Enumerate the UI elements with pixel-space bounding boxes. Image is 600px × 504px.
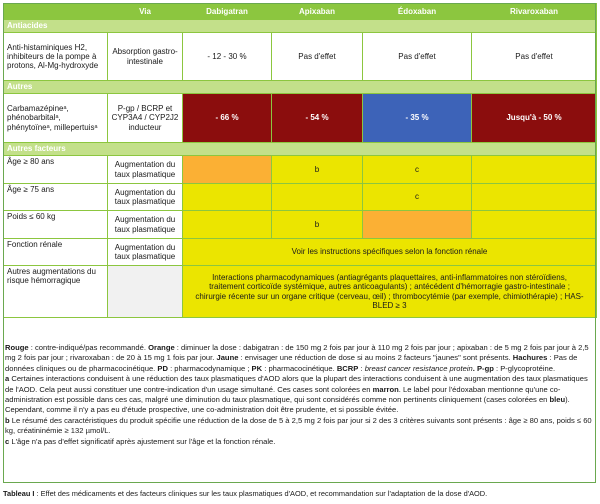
cell-apixaban-antiacides: Pas d'effet — [272, 33, 363, 81]
row-label-hemorragique: Autres augmentations du risque hémorragique — [4, 266, 108, 318]
header-rivaroxaban: Rivaroxaban — [472, 4, 597, 20]
cell-apixaban-poids: b — [272, 211, 363, 239]
cell-dabigatran-antiacides: - 12 - 30 % — [183, 33, 272, 81]
row-label-renale: Fonction rénale — [4, 239, 108, 266]
cell-hemorragique-merged: Interactions pharmacodynamiques (antiagrégants plaquettaires, anti-inflammatoires non stéroïdiens, traitement corticoïde systémique, autres anticoagulants) ; antécédent d'hémorragie gastro-intestinale ; chirurgie récente sur un organe critique (cerveau, œil) ; thrombocytémie (par exemple, chimiothérapie) ; HAS-BLED ≥ 3 — [183, 266, 597, 318]
cell-edoxaban-inducteurs: - 35 % — [363, 94, 472, 143]
row-via-antiacides: Absorption gastro-intestinale — [108, 33, 183, 81]
footnote-a-part2: . Le label pour l'édoxaban mentionne qu'une co-administration est possible dans ces cas, malgré une diminution du taux plasmatique, qui sont considérés comme non pertinents cliniquement (cases colorées en — [5, 384, 561, 405]
header-via: Via — [108, 4, 183, 20]
row-label-age80: Âge ≥ 80 ans — [4, 156, 108, 184]
legend-rouge: : contre-indiqué/pas recommandé. — [28, 343, 149, 352]
section-label-antiacides: Antiacides — [4, 20, 597, 33]
row-label-inducteurs: Carbamazépineᵃ, phénobarbitalᵃ, phénytoïneᵃ, millepertuisᵃ — [4, 94, 108, 143]
legend-jaune-key: Jaune — [216, 353, 239, 363]
row-via-inducteurs: P-gp / BCRP et CYP3A4 / CYP2J2 inducteur — [108, 94, 183, 143]
cell-apixaban-age80: b — [272, 156, 363, 184]
caption-text: : Effet des médicaments et des facteurs cliniques sur les taux plasmatiques d'AOD, et recommandation sur l'adaptation de la dose d'AOD. — [34, 489, 488, 498]
footnote-b-mark: b — [5, 415, 10, 425]
caption-label: Tableau I — [3, 489, 35, 498]
row-label-poids: Poids ≤ 60 kg — [4, 211, 108, 239]
legend-rouge-key: Rouge — [5, 343, 29, 352]
footnote-a-bleu: bleu — [549, 395, 566, 405]
header-edoxaban: Édoxaban — [363, 4, 472, 20]
legend-bcrp-key: BCRP — [336, 363, 359, 373]
cell-rivaroxaban-inducteurs: Jusqu'à - 50 % — [472, 94, 597, 143]
legend-hachures-key: Hachures — [512, 353, 548, 363]
footnote-b-text: Le résumé des caractéristiques du produit spécifie une réduction de la dose de 5 à 2,5 mg 2 fois par jour si 2 des 3 critères suivants sont présents : âge ≥ 80 ans, poids ≤ 60 kg, créatininémie ≥ 132 µmol/L. — [5, 415, 592, 436]
footnote-c-text: L'âge n'a pas d'effet significatif après ajustement sur l'âge et la fonction rénale. — [9, 436, 276, 446]
legend-pk: : pharmacocinétique. — [262, 363, 337, 373]
cell-rivaroxaban-antiacides: Pas d'effet — [472, 33, 597, 81]
header-dabigatran: Dabigatran — [183, 4, 272, 20]
legend-hachures: : Pas de données cliniques ou de pharmacocinétique. — [5, 353, 578, 373]
cell-dabigatran-inducteurs: - 66 % — [183, 94, 272, 143]
cell-edoxaban-age75: c — [363, 184, 472, 211]
footnote-a-mark: a — [5, 374, 10, 384]
footnote-a-part1: Certaines interactions conduisent à une réduction des taux plasmatiques d'AOD alors que la plupart des interactions conduisent à une augmentation des taux plasmatiques de l'AOD. Cela peut aussi constituer une contre-indication d'un usage simultané. Ces cases sont colorées en — [5, 374, 588, 394]
row-via-renale: Augmentation du taux plasmatique — [108, 239, 183, 266]
legend-pgp: : P-glycoprotéine. — [493, 363, 556, 373]
row-label-antiacides: Anti-histaminiques H2, inhibiteurs de la pompe à protons, Al-Mg-hydroxyde — [4, 33, 108, 81]
legend-pgp-key: . P-gp — [472, 363, 494, 373]
header-apixaban: Apixaban — [272, 4, 363, 20]
legend-pd: : pharmacodynamique ; — [167, 363, 252, 373]
row-via-poids: Augmentation du taux plasmatique — [108, 211, 183, 239]
row-via-age75: Augmentation du taux plasmatique — [108, 184, 183, 211]
row-label-age75: Âge ≥ 75 ans — [4, 184, 108, 211]
footnote-a-marron: marron — [372, 384, 399, 394]
legend-orange-key: Orange — [148, 343, 175, 352]
section-label-autres-facteurs: Autres facteurs — [4, 143, 597, 156]
cell-renale-merged: Voir les instructions spécifiques selon la fonction rénale — [183, 239, 597, 266]
cell-edoxaban-age80: c — [363, 156, 472, 184]
table-frame — [3, 3, 596, 483]
legend-pk-key: PK — [251, 363, 263, 373]
table-caption — [3, 489, 597, 498]
legend-bcrp-sep: : — [358, 363, 365, 373]
legend-bcrp: breast cancer resistance protein — [364, 363, 473, 373]
cell-edoxaban-antiacides: Pas d'effet — [363, 33, 472, 81]
legend-orange: : diminuer la dose : dabigatran : de 150 mg 2 fois par jour à 110 mg 2 fois par jour ; apixaban : de 5 mg 2 fois par jour à 2,5 mg 2 fois par jour ; rivaroxaban : de 20 à 15 mg 1 fois par jour. — [5, 343, 589, 363]
cell-apixaban-inducteurs: - 54 % — [272, 94, 363, 143]
footnote-c-mark: c — [5, 436, 10, 446]
section-label-autres: Autres — [4, 81, 597, 94]
legend-jaune: : envisager une réduction de dose si au moins 2 facteurs "jaunes" sont présents. — [238, 353, 513, 363]
row-via-age80: Augmentation du taux plasmatique — [108, 156, 183, 184]
footnote-a-part3: ). Cependant, comme il n'y a pas eu d'étude prospective, une co-administration doit être prudente, et si possible évitée. — [5, 395, 570, 415]
legend-pd-key: PD — [157, 363, 168, 373]
